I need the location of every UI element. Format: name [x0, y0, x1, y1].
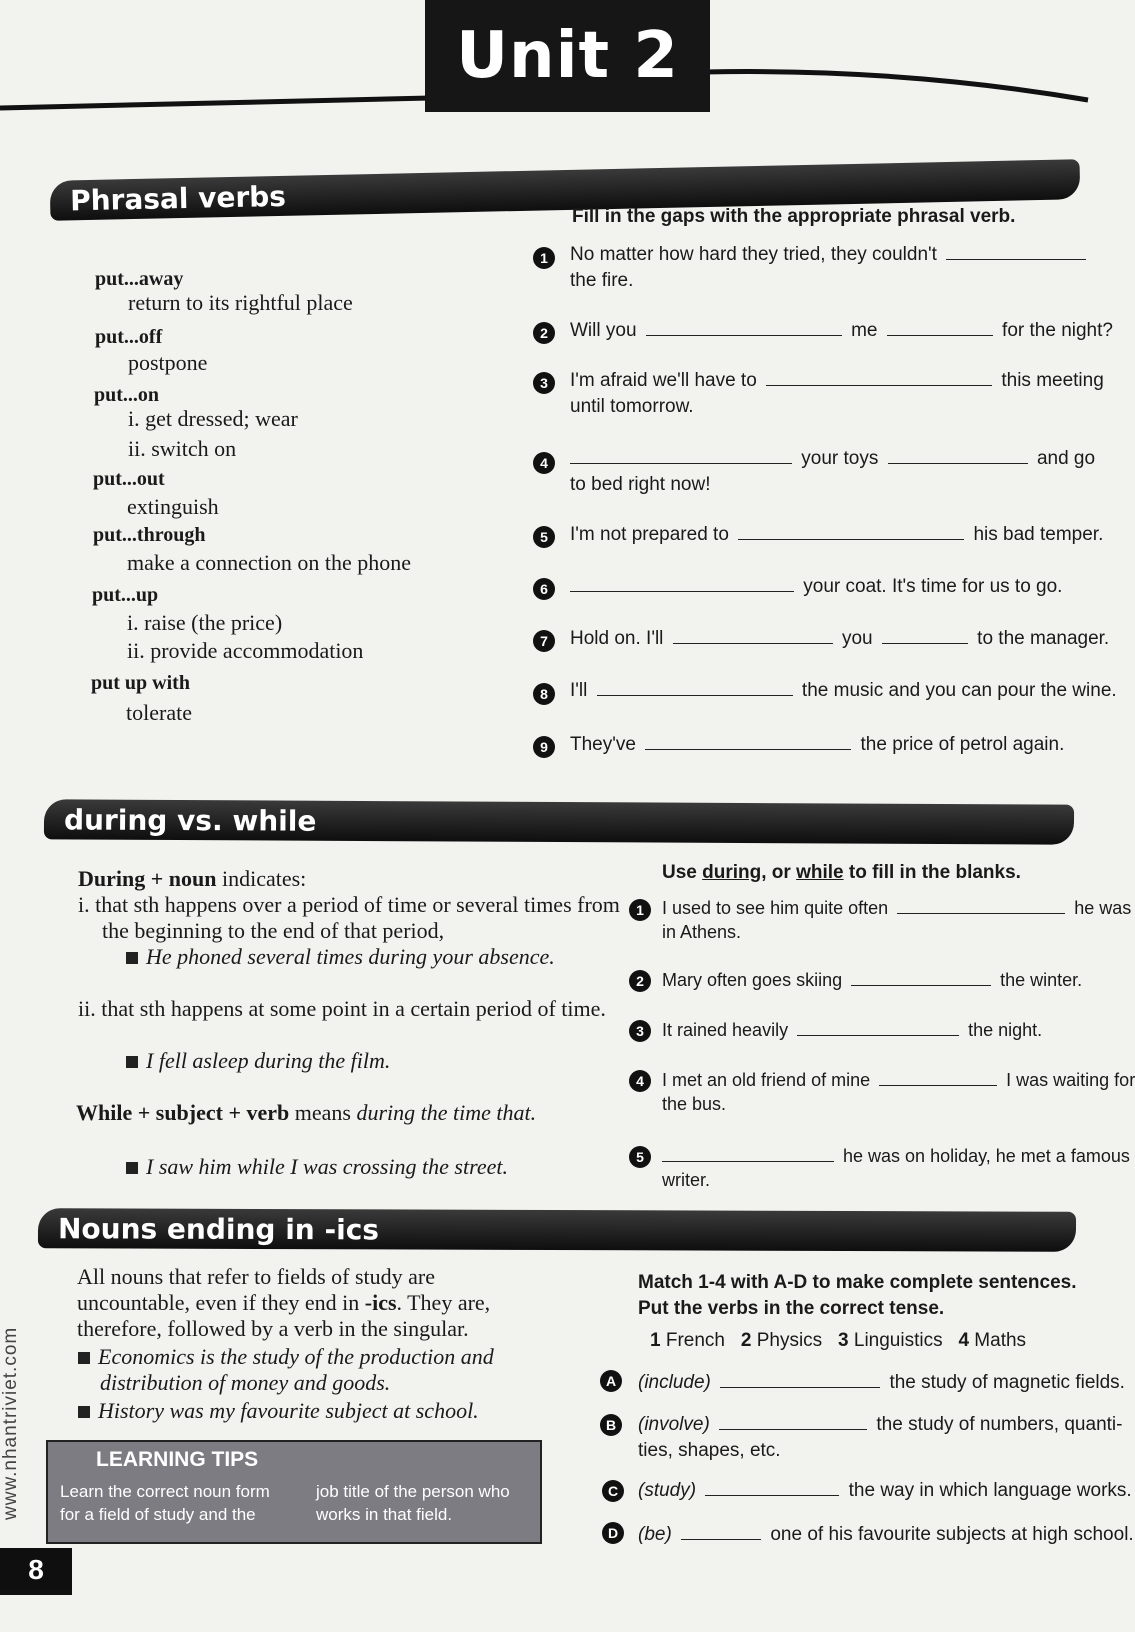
exercise-instruction: Put the verbs in the correct tense.: [638, 1298, 945, 1319]
answer-blank[interactable]: [570, 577, 794, 592]
definition: ii. switch on: [128, 436, 237, 461]
question-part: he was on holiday, he met a famous: [843, 1146, 1130, 1166]
rule-text: means: [289, 1100, 357, 1125]
definition: return to its rightful place: [128, 290, 353, 315]
item-text: the way in which language works.: [848, 1480, 1132, 1501]
question-text: [570, 734, 1064, 756]
rule-keyword: During + noun: [78, 866, 217, 891]
term: put...out: [93, 468, 165, 490]
item-text: the study of numbers, quanti-: [876, 1414, 1123, 1435]
definition: i. get dressed; wear: [128, 406, 298, 431]
question-continuation: the bus.: [662, 1094, 727, 1114]
while-example: [126, 1154, 596, 1180]
question-part: the price of petrol again.: [860, 734, 1065, 755]
question-part: Hold on. I'll: [570, 628, 664, 649]
match-options: [650, 1330, 1026, 1352]
question-text: [662, 1070, 1135, 1091]
answer-blank[interactable]: [645, 735, 851, 750]
option-number: 1: [650, 1330, 661, 1351]
question-text: [662, 1146, 1130, 1167]
bullet-square-icon: [126, 952, 138, 964]
question-part: I was waiting for: [1006, 1070, 1135, 1090]
answer-blank[interactable]: [597, 681, 793, 696]
question-part: for the night?: [1002, 320, 1113, 341]
match-item: [638, 1524, 1134, 1546]
exercise-instruction: Fill in the gaps with the appropriate phrasal verb.: [572, 206, 1016, 227]
question-number-badge: 6: [533, 578, 555, 600]
learning-tips-box: [46, 1440, 542, 1544]
option-number: 2: [740, 1330, 752, 1351]
item-continuation: ties, shapes, etc.: [638, 1440, 781, 1461]
rule-keyword: While + subject + verb: [76, 1100, 290, 1125]
section-heading: during vs. while: [63, 802, 317, 838]
question-part: your toys: [801, 448, 879, 469]
question-part: to the manager.: [977, 628, 1110, 649]
section-bar-during-while: [44, 799, 1074, 844]
question-continuation: until tomorrow.: [570, 396, 694, 417]
question-number-badge: 2: [533, 322, 555, 344]
verb-hint: (involve): [638, 1414, 710, 1435]
verb-hint: (be): [638, 1524, 672, 1545]
question-text: [570, 628, 1109, 650]
question-continuation: to bed right now!: [570, 474, 711, 495]
nouns-example-1: [78, 1344, 560, 1396]
body-keyword: -ics: [364, 1290, 397, 1315]
rule-italic: during the time that.: [356, 1100, 537, 1125]
question-number-badge: 4: [629, 1070, 651, 1092]
question-text: [570, 524, 1103, 546]
watermark-text: www.nhantriviet.com: [0, 1326, 21, 1520]
definition: make a connection on the phone: [127, 550, 412, 575]
answer-blank[interactable]: [882, 629, 968, 644]
section-heading: Phrasal verbs: [69, 179, 287, 217]
question-part: the winter.: [1000, 970, 1083, 990]
question-part: me: [851, 320, 878, 341]
question-part: I used to see him quite often: [662, 898, 889, 918]
question-number-badge: 5: [533, 526, 555, 548]
answer-blank[interactable]: [851, 971, 991, 986]
question-number-badge: 1: [533, 247, 555, 269]
answer-blank[interactable]: [646, 321, 842, 336]
question-part: this meeting: [1001, 370, 1104, 391]
example-text: I saw him while I was crossing the street.: [146, 1154, 508, 1179]
answer-blank[interactable]: [897, 899, 1065, 914]
tips-text-col1: Learn the correct noun form for a field of study and the: [60, 1482, 270, 1524]
question-text: [662, 1020, 1042, 1041]
example-text: He phoned several times during your absence.: [146, 944, 555, 969]
answer-blank[interactable]: [720, 1373, 880, 1388]
nouns-example-2: [78, 1398, 548, 1424]
instruction-keyword: while: [796, 862, 844, 883]
item-letter-badge: B: [600, 1414, 622, 1436]
question-part: They've: [570, 734, 636, 755]
definition: tolerate: [126, 700, 192, 725]
question-text: [570, 576, 1062, 598]
question-part: No matter how hard they tried, they couldn't: [570, 244, 937, 265]
instruction-part: to fill in the blanks.: [843, 862, 1021, 883]
question-part: I met an old friend of mine: [662, 1070, 871, 1090]
definition: postpone: [128, 350, 208, 375]
question-part: I'll: [570, 680, 588, 701]
question-text: [662, 970, 1082, 991]
definition: i. raise (the price): [127, 610, 283, 635]
option-label: Linguistics: [853, 1330, 943, 1351]
question-text: [570, 448, 1095, 470]
during-meaning-ii: ii. that sth happens at some point in a certain period of time.: [78, 996, 606, 1021]
exercise-instruction: Match 1-4 with A-D to make complete sentences.: [638, 1272, 1077, 1293]
option-number: 3: [838, 1330, 849, 1351]
match-item: [638, 1372, 1125, 1394]
instruction-keyword: during: [702, 862, 762, 883]
question-number-badge: 1: [629, 899, 651, 921]
answer-blank[interactable]: [738, 525, 964, 540]
question-part: I'm not prepared to: [570, 524, 729, 545]
term: put up with: [91, 672, 190, 694]
answer-blank[interactable]: [673, 629, 833, 644]
question-number-badge: 2: [629, 970, 651, 992]
nouns-explanation: [77, 1264, 537, 1342]
option-label: Physics: [756, 1330, 823, 1351]
question-number-badge: 3: [629, 1020, 651, 1042]
match-item: [638, 1480, 1132, 1502]
example-text: Economics is the study of the production and distribution of money and goods.: [98, 1344, 494, 1395]
question-part: the night.: [968, 1020, 1043, 1040]
answer-blank[interactable]: [662, 1147, 834, 1162]
body-text: . They are, therefore, followed by a verb in the singular.: [77, 1290, 491, 1341]
question-text: [662, 898, 1131, 919]
question-continuation: in Athens.: [662, 922, 742, 942]
bullet-square-icon: [78, 1352, 90, 1364]
bullet-square-icon: [126, 1056, 138, 1068]
question-part: you: [841, 628, 873, 649]
question-part: your coat. It's time for us to go.: [803, 576, 1063, 597]
option-number: 4: [958, 1330, 970, 1351]
example-text: I fell asleep during the film.: [146, 1048, 391, 1073]
section-heading: Nouns ending in -ics: [57, 1211, 380, 1246]
option-label: French: [665, 1330, 725, 1351]
question-part: Will you: [570, 320, 637, 341]
instruction-part: , or: [761, 862, 797, 883]
answer-blank[interactable]: [879, 1071, 997, 1086]
question-text: [570, 244, 1090, 266]
question-number-badge: 7: [533, 630, 555, 652]
question-part: It rained heavily: [662, 1020, 789, 1040]
bullet-square-icon: [126, 1162, 138, 1174]
question-part: the music and you can pour the wine.: [801, 680, 1117, 701]
definition: ii. provide accommodation: [127, 638, 364, 663]
definition: extinguish: [127, 494, 219, 519]
question-continuation: the fire.: [570, 270, 634, 291]
match-item: [638, 1414, 1122, 1436]
term: put...up: [92, 584, 159, 606]
answer-blank[interactable]: [888, 449, 1028, 464]
question-number-badge: 3: [533, 372, 555, 394]
answer-blank[interactable]: [946, 245, 1086, 260]
answer-blank[interactable]: [570, 449, 792, 464]
term: put...away: [95, 268, 184, 290]
page-number: 8: [0, 1548, 72, 1592]
example-text: History was my favourite subject at school.: [98, 1398, 479, 1423]
while-rule: [76, 1100, 546, 1126]
answer-blank[interactable]: [719, 1415, 867, 1430]
bullet-square-icon: [78, 1406, 90, 1418]
during-rule: [78, 866, 578, 892]
term: put...through: [93, 524, 206, 546]
tips-text-col2: job title of the person who works in that field.: [316, 1482, 510, 1524]
item-text: one of his favourite subjects at high school.: [770, 1524, 1134, 1545]
question-number-badge: 8: [533, 683, 555, 705]
term: put...on: [94, 384, 160, 406]
during-meaning-i: i. that sth happens over a period of time or several times from the beginning to the end of that period,: [78, 892, 620, 943]
item-letter-badge: D: [602, 1522, 624, 1544]
option-label: Maths: [974, 1330, 1027, 1351]
rule-text: indicates:: [216, 866, 307, 891]
question-text: [570, 680, 1117, 702]
verb-hint: (include): [638, 1372, 711, 1393]
unit-title: Unit 2: [425, 0, 710, 112]
during-example-ii: [126, 1048, 596, 1074]
term: put...off: [95, 326, 163, 348]
question-part: he was: [1074, 898, 1132, 918]
question-text: [570, 370, 1104, 392]
answer-blank[interactable]: [797, 1021, 959, 1036]
question-text: [570, 320, 1113, 342]
question-part: I'm afraid we'll have to: [570, 370, 757, 391]
question-number-badge: 5: [629, 1146, 651, 1168]
page-number-rule: [0, 1590, 72, 1595]
answer-blank[interactable]: [705, 1481, 839, 1496]
tips-title: LEARNING TIPS: [96, 1448, 259, 1471]
answer-blank[interactable]: [766, 371, 992, 386]
body-text: All nouns that refer to fields of study are uncountable, even if they end in: [77, 1264, 436, 1315]
exercise-instruction: [662, 862, 1021, 884]
question-part: his bad temper.: [973, 524, 1104, 545]
item-letter-badge: C: [602, 1480, 624, 1502]
question-number-badge: 9: [533, 736, 555, 758]
instruction-part: Use: [662, 862, 703, 883]
during-example-i: [126, 944, 596, 970]
question-part: Mary often goes skiing: [662, 970, 843, 990]
question-part: and go: [1036, 448, 1096, 469]
answer-blank[interactable]: [887, 321, 993, 336]
question-continuation: writer.: [662, 1170, 711, 1190]
section-bar-nouns-ics: [38, 1208, 1076, 1252]
answer-blank[interactable]: [681, 1525, 761, 1540]
item-letter-badge: A: [600, 1370, 622, 1392]
verb-hint: (study): [638, 1480, 697, 1501]
item-text: the study of magnetic fields.: [889, 1372, 1125, 1393]
question-number-badge: 4: [533, 452, 555, 474]
